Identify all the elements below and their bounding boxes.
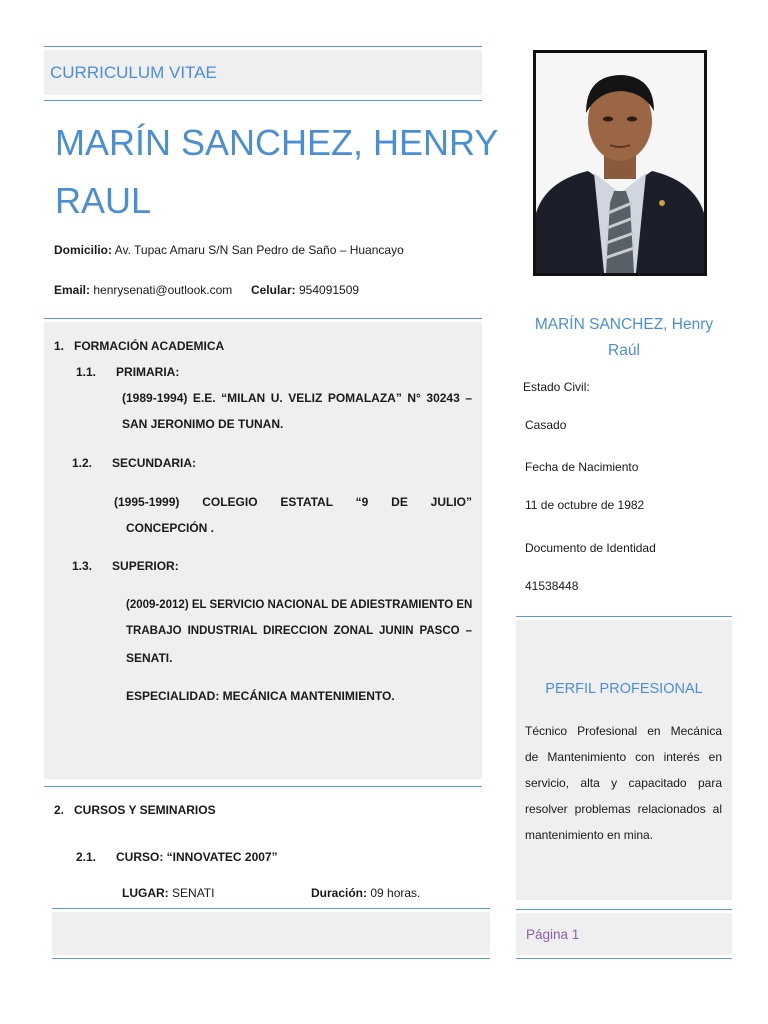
superior-line-1: (2009-2012) EL SERVICIO NACIONAL DE ADIESTRAMIENTO EN [126,599,473,611]
estado-civil-value: Casado [525,418,567,432]
page-rule-top [516,909,732,910]
celular-label: Celular: [250,283,296,297]
perfil-line-1: Técnico Profesional en Mecánica [525,724,722,738]
especialidad-text: ESPECIALIDAD: MECÁNICA MANTENIMIENTO. [126,689,395,703]
perfil-text [525,718,722,848]
name-line-2: RAUL [55,180,152,221]
primaria-label: 1.1. PRIMARIA: [76,365,180,379]
superior-line-2: TRABAJO INDUSTRIAL DIRECCION ZONAL JUNIN PASCO – [126,625,472,637]
fecha-label: Fecha de Nacimiento [525,460,639,474]
sidebar-name-line-2: Raúl [608,342,640,359]
footer-band [52,912,490,955]
domicilio-label: Domicilio: [54,243,113,257]
formacion-rule [44,318,482,319]
header-rule [44,100,482,101]
perfil-title: PERFIL PROFESIONAL [545,681,703,697]
superior-label: 1.3. SUPERIOR: [72,559,179,573]
sidebar-name [516,312,732,364]
page-rule-bottom [516,958,732,959]
cursos-rule [44,786,482,787]
superior-line-3: SENATI. [126,651,173,665]
duracion-label: Duración: [311,886,368,900]
page-title [55,120,498,224]
profile-photo [533,50,707,276]
page-number: Página 1 [526,927,580,942]
sidebar-name-line-1: MARÍN SANCHEZ, Henry [534,316,714,333]
curso-item-label: 2.1. CURSO: “INNOVATEC 2007” [76,850,278,864]
top-rule [44,46,482,47]
footer-rule-top [52,908,490,909]
email-value[interactable]: henrysenati@outlook.com [93,283,233,297]
lugar-value: SENATI [172,886,215,900]
contact-line [54,283,359,297]
secundaria-line-2: CONCEPCIÓN . [126,521,215,535]
perfil-line-4: resolver problemas relacionados al [525,802,722,816]
duracion-value: 09 horas. [370,886,421,900]
address-line [54,243,404,257]
footer-rule-bottom [52,958,490,959]
lugar-line [122,886,214,900]
documento-value: 41538448 [525,579,579,593]
secundaria-label: 1.2. SECUNDARIA: [72,456,197,470]
estado-civil-label: Estado Civil: [523,380,590,394]
duracion-line [311,886,420,900]
cursos-title: 2. CURSOS Y SEMINARIOS [54,803,216,817]
cv-label: CURRICULUM VITAE [50,63,217,82]
primaria-line-2: SAN JERONIMO DE TUNAN. [122,417,284,431]
domicilio-value: Av. Tupac Amaru S/N San Pedro de Saño – Huancayo [114,243,404,257]
documento-label: Documento de Identidad [525,541,656,555]
portrait-icon [536,53,704,273]
perfil-line-5: mantenimiento en mina. [525,828,654,842]
secundaria-line-1: (1995-1999) COLEGIO ESTATAL “9 DE JULIO” [114,495,472,509]
perfil-line-2: de Mantenimiento con interés en [525,750,722,764]
lugar-label: LUGAR: [122,886,169,900]
celular-value: 954091509 [299,283,360,297]
name-line-1: MARÍN SANCHEZ, HENRY [55,122,499,163]
primaria-line-1: (1989-1994) E.E. “MILAN U. VELIZ POMALAZA” N° 30243 – [122,391,472,405]
fecha-value: 11 de octubre de 1982 [525,498,645,512]
perfil-rule [516,616,732,617]
email-label: Email: [54,283,91,297]
perfil-line-3: servicio, alta y capacitado para [525,776,722,790]
formacion-title: 1. FORMACIÓN ACADEMICA [54,339,225,353]
